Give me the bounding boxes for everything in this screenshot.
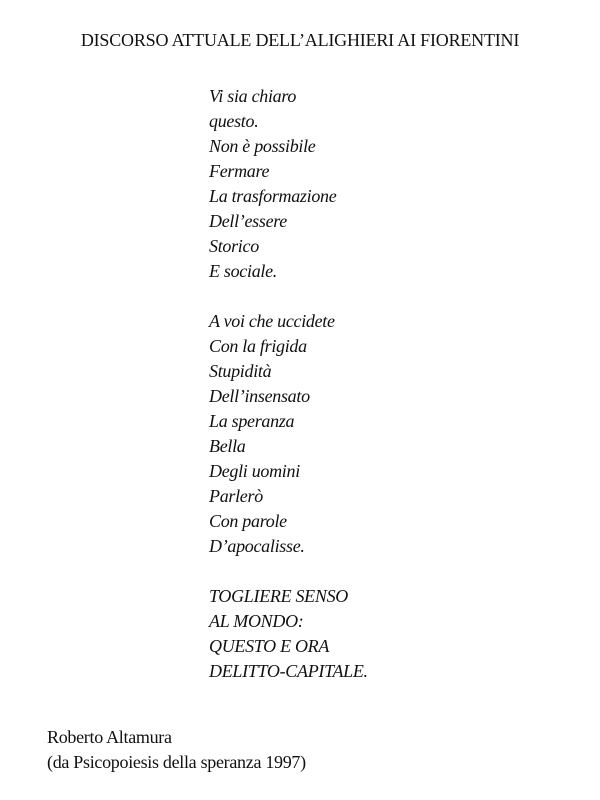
poem-line: Fermare (209, 161, 270, 181)
poem-line: Stupidità (209, 361, 272, 381)
poem-line: AL MONDO: (209, 611, 304, 631)
poem-line: Con la frigida (209, 336, 307, 356)
poem-line: Degli uomini (209, 461, 300, 481)
poem-line: questo. (209, 111, 259, 131)
poem-line: Dell’insensato (209, 386, 310, 406)
stanza-3 (209, 584, 368, 684)
poem-line: Dell’essere (209, 211, 287, 231)
signature-block (47, 725, 306, 775)
author-name: Roberto Altamura (47, 727, 172, 747)
poem-line: Storico (209, 236, 259, 256)
poem-line: E sociale. (209, 261, 277, 281)
poem-line: DELITTO-CAPITALE. (209, 661, 368, 681)
stanza-2 (209, 309, 368, 559)
poem-line: Vi sia chiaro (209, 86, 297, 106)
source-citation: (da Psicopoiesis della speranza 1997) (47, 752, 306, 772)
poem-line: A voi che uccidete (209, 311, 335, 331)
poem-line: D’apocalisse. (209, 536, 305, 556)
poem-line: Non è possibile (209, 136, 316, 156)
poem-line: Bella (209, 436, 246, 456)
poem-line: Con parole (209, 511, 287, 531)
stanza-1 (209, 84, 368, 284)
poem-line: Parlerò (209, 486, 263, 506)
poem-line: La speranza (209, 411, 295, 431)
poem-body (209, 84, 368, 709)
poem-line: La trasformazione (209, 186, 337, 206)
poem-title: DISCORSO ATTUALE DELL’ALIGHIERI AI FIORENTINI (80, 30, 520, 50)
poem-line: TOGLIERE SENSO (209, 586, 348, 606)
poem-line: QUESTO E ORA (209, 636, 330, 656)
